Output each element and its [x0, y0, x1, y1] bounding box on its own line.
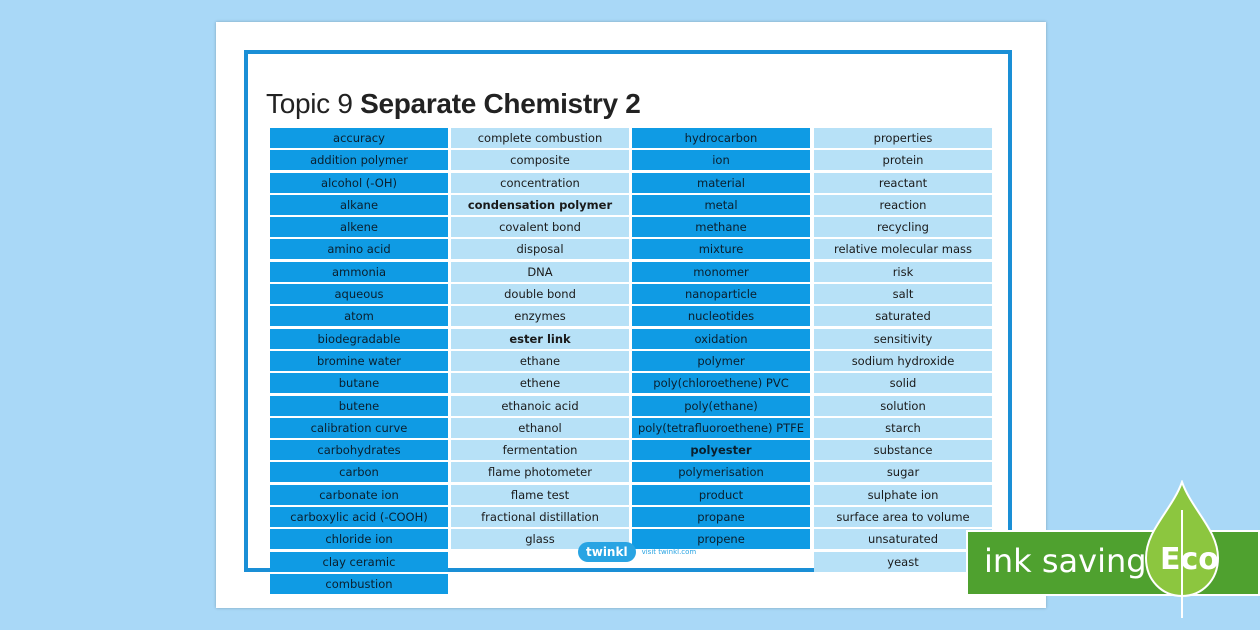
word-cell: combustion — [270, 574, 448, 594]
word-cell: calibration curve — [270, 418, 448, 438]
word-cell: fractional distillation — [451, 507, 629, 527]
word-cell: poly(chloroethene) PVC — [632, 373, 810, 393]
word-cell: hydrocarbon — [632, 128, 810, 148]
word-cell: alcohol (-OH) — [270, 173, 448, 193]
word-cell: concentration — [451, 173, 629, 193]
word-column-1 — [270, 128, 448, 596]
page-title — [266, 88, 640, 120]
word-cell: propene — [632, 529, 810, 549]
word-cell: alkene — [270, 217, 448, 237]
twinkl-logo — [578, 542, 696, 562]
word-cell: saturated — [814, 306, 992, 326]
word-cell: carbohydrates — [270, 440, 448, 460]
word-cell: risk — [814, 262, 992, 282]
word-column-3 — [632, 128, 810, 552]
word-cell: recycling — [814, 217, 992, 237]
word-cell: sodium hydroxide — [814, 351, 992, 371]
word-cell: sulphate ion — [814, 485, 992, 505]
word-cell: carbonate ion — [270, 485, 448, 505]
word-cell: relative molecular mass — [814, 239, 992, 259]
word-cell: nucleotides — [632, 306, 810, 326]
word-cell: reactant — [814, 173, 992, 193]
word-cell: ethanoic acid — [451, 396, 629, 416]
word-cell: starch — [814, 418, 992, 438]
word-column-2 — [451, 128, 629, 552]
word-cell: ethene — [451, 373, 629, 393]
word-column-4 — [814, 128, 992, 574]
title-topic: Topic 9 — [266, 88, 353, 119]
word-cell: yeast — [814, 552, 992, 572]
word-cell: atom — [270, 306, 448, 326]
word-cell: aqueous — [270, 284, 448, 304]
twinkl-brand: twinkl — [578, 542, 636, 562]
word-cell: solution — [814, 396, 992, 416]
word-cell: solid — [814, 373, 992, 393]
word-cell: poly(ethane) — [632, 396, 810, 416]
word-cell: properties — [814, 128, 992, 148]
word-cell: clay ceramic — [270, 552, 448, 572]
word-cell: ester link — [451, 329, 629, 349]
word-cell: sensitivity — [814, 329, 992, 349]
word-cell: flame test — [451, 485, 629, 505]
title-subject: Separate Chemistry 2 — [360, 88, 641, 119]
word-cell: bromine water — [270, 351, 448, 371]
eco-badge — [966, 530, 1260, 596]
word-cell: protein — [814, 150, 992, 170]
word-cell: ethanol — [451, 418, 629, 438]
word-cell: glass — [451, 529, 629, 549]
word-cell: butane — [270, 373, 448, 393]
word-cell: product — [632, 485, 810, 505]
word-cell: carbon — [270, 462, 448, 482]
word-cell: material — [632, 173, 810, 193]
word-cell: flame photometer — [451, 462, 629, 482]
word-cell: chloride ion — [270, 529, 448, 549]
word-cell: covalent bond — [451, 217, 629, 237]
word-cell: disposal — [451, 239, 629, 259]
word-cell: composite — [451, 150, 629, 170]
word-cell: fermentation — [451, 440, 629, 460]
word-cell: mixture — [632, 239, 810, 259]
ink-saving-text: ink saving — [984, 542, 1147, 580]
word-cell: biodegradable — [270, 329, 448, 349]
word-cell: ethane — [451, 351, 629, 371]
word-cell: condensation polymer — [451, 195, 629, 215]
word-cell: methane — [632, 217, 810, 237]
word-cell: substance — [814, 440, 992, 460]
word-cell: reaction — [814, 195, 992, 215]
word-cell: carboxylic acid (-COOH) — [270, 507, 448, 527]
word-cell: salt — [814, 284, 992, 304]
word-cell: butene — [270, 396, 448, 416]
word-cell: polymer — [632, 351, 810, 371]
word-cell: ion — [632, 150, 810, 170]
word-cell: alkane — [270, 195, 448, 215]
word-cell: metal — [632, 195, 810, 215]
word-cell: poly(tetrafluoroethene) PTFE — [632, 418, 810, 438]
word-cell: ammonia — [270, 262, 448, 282]
eco-label: Eco — [1160, 542, 1219, 577]
word-cell: enzymes — [451, 306, 629, 326]
word-cell: polyester — [632, 440, 810, 460]
word-cell: complete combustion — [451, 128, 629, 148]
word-cell: polymerisation — [632, 462, 810, 482]
word-cell: addition polymer — [270, 150, 448, 170]
word-cell: amino acid — [270, 239, 448, 259]
word-cell: DNA — [451, 262, 629, 282]
word-mat-sheet — [216, 22, 1046, 608]
word-cell: double bond — [451, 284, 629, 304]
word-cell: surface area to volume — [814, 507, 992, 527]
word-cell: monomer — [632, 262, 810, 282]
word-cell: unsaturated — [814, 529, 992, 549]
word-cell: nanoparticle — [632, 284, 810, 304]
word-cell: propane — [632, 507, 810, 527]
word-cell: oxidation — [632, 329, 810, 349]
twinkl-url: visit twinkl.com — [641, 548, 697, 556]
word-cell: sugar — [814, 462, 992, 482]
word-cell: accuracy — [270, 128, 448, 148]
